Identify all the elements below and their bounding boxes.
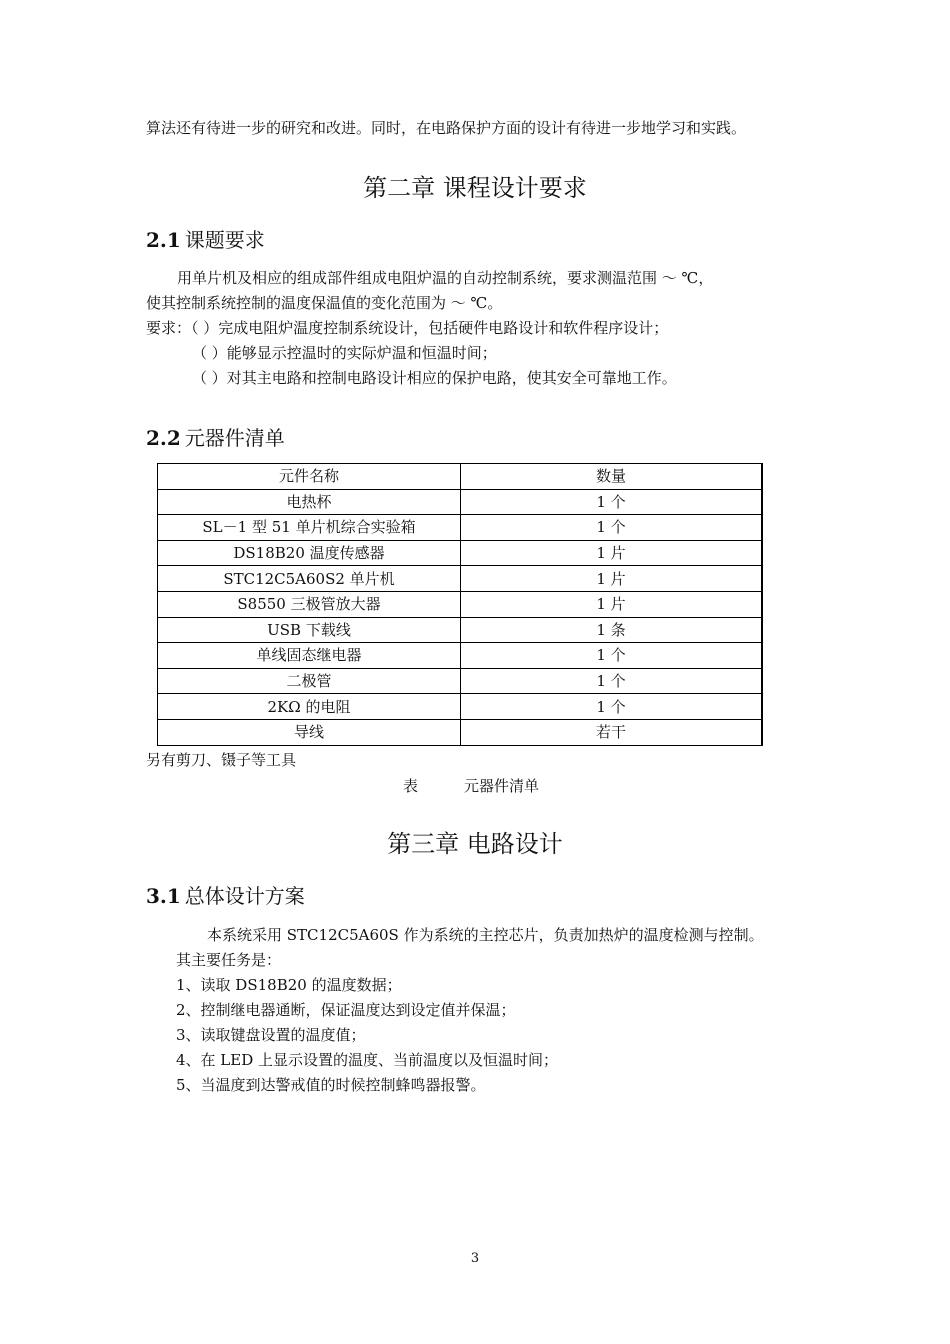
component-quantity: 1 个 <box>461 489 763 515</box>
section-3-1-number: 3.1 <box>146 884 181 908</box>
task-item: 4、在 LED 上显示设置的温度、当前温度以及恒温时间； <box>176 1051 559 1069</box>
component-quantity: 1 个 <box>461 668 763 694</box>
header-component-name: 元件名称 <box>158 464 461 490</box>
table-row <box>158 566 763 592</box>
component-name: USB 下载线 <box>158 617 461 643</box>
chapter2-title: 第二章 课程设计要求 <box>363 174 587 202</box>
component-quantity: 1 个 <box>461 694 763 720</box>
table-row <box>158 617 763 643</box>
table-row <box>158 694 763 720</box>
section-2-1-para-line2: 使其控制系统控制的温度保温值的变化范围为 ～ ℃。 <box>146 294 503 312</box>
section-2-2-number: 2.2 <box>146 426 181 450</box>
requirements-label: 要求： <box>146 319 192 337</box>
component-quantity: 若干 <box>461 719 763 745</box>
table-caption <box>403 775 539 796</box>
table-row <box>158 668 763 694</box>
section-2-2-heading <box>146 422 285 451</box>
requirement-item: （ ）对其主电路和控制电路设计相应的保护电路，使其安全可靠地工作。 <box>192 369 677 387</box>
chapter3-title: 第三章 电路设计 <box>387 830 563 858</box>
table-row <box>158 540 763 566</box>
page-number: 3 <box>470 1251 480 1266</box>
component-name: S8550 三极管放大器 <box>158 591 461 617</box>
table-header-row <box>158 464 763 490</box>
component-name: 电热杯 <box>158 489 461 515</box>
requirement-item: （ ）能够显示控温时的实际炉温和恒温时间； <box>192 344 497 362</box>
task-item: 3、读取键盘设置的温度值； <box>176 1026 366 1044</box>
table-caption-prefix: 表 <box>403 777 419 795</box>
requirements-line-1 <box>146 318 668 338</box>
table-caption-text: 元器件清单 <box>464 777 540 795</box>
component-quantity: 1 条 <box>461 617 763 643</box>
task-item: 1、读取 DS18B20 的温度数据； <box>176 976 402 994</box>
section-3-1-title: 总体设计方案 <box>184 884 305 908</box>
table-row <box>158 489 763 515</box>
component-name: 2KΩ 的电阻 <box>158 694 461 720</box>
section-3-1-heading <box>146 880 305 909</box>
task-item: 2、控制继电器通断，保证温度达到设定值并保温； <box>176 1001 516 1019</box>
header-quantity: 数量 <box>461 464 763 490</box>
section-3-1-para-line2: 其主要任务是： <box>176 951 282 969</box>
component-quantity: 1 个 <box>461 643 763 669</box>
component-quantity: 1 片 <box>461 540 763 566</box>
section-2-1-number: 2.1 <box>146 228 181 252</box>
component-name: STC12C5A60S2 单片机 <box>158 566 461 592</box>
component-name: DS18B20 温度传感器 <box>158 540 461 566</box>
component-name: 单线固态继电器 <box>158 643 461 669</box>
task-item: 5、当温度到达警戒值的时候控制蜂鸣器报警。 <box>176 1076 486 1094</box>
parts-table <box>157 463 763 746</box>
component-quantity: 1 片 <box>461 591 763 617</box>
table-row <box>158 515 763 541</box>
component-name: 导线 <box>158 719 461 745</box>
component-quantity: 1 个 <box>461 515 763 541</box>
section-2-1-para-line1: 用单片机及相应的组成部件组成电阻炉温的自动控制系统，要求测温范围 ～ ℃， <box>177 269 714 287</box>
section-2-1-heading <box>146 224 265 253</box>
intro-line: 算法还有待进一步的研究和改进。同时，在电路保护方面的设计有待进一步地学习和实践。 <box>146 119 747 137</box>
table-row <box>158 643 763 669</box>
component-name: SL－1 型 51 单片机综合实验箱 <box>158 515 461 541</box>
component-quantity: 1 片 <box>461 566 763 592</box>
table-row <box>158 719 763 745</box>
requirement-item: （ ）完成电阻炉温度控制系统设计，包括硬件电路设计和软件程序设计； <box>191 319 669 337</box>
tools-note: 另有剪刀、镊子等工具 <box>146 751 297 769</box>
table-row <box>158 591 763 617</box>
section-2-1-title: 课题要求 <box>184 228 265 252</box>
component-name: 二极管 <box>158 668 461 694</box>
section-2-2-title: 元器件清单 <box>184 426 285 450</box>
section-3-1-para-line1: 本系统采用 STC12C5A60S 作为系统的主控芯片，负责加热炉的温度检测与控制。 <box>207 926 764 944</box>
